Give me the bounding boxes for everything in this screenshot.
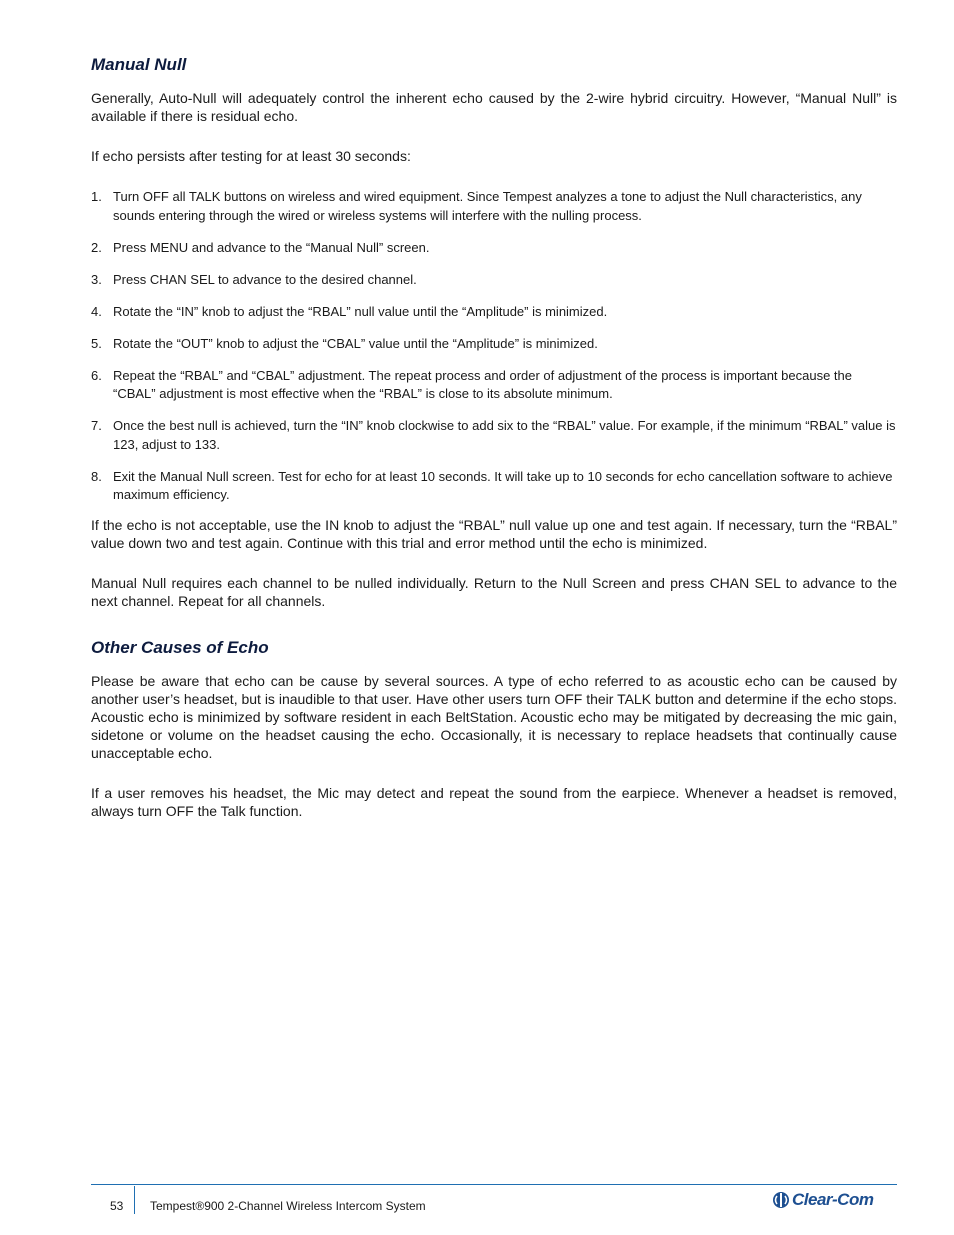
- step-text: Press CHAN SEL to advance to the desired channel.: [113, 271, 417, 287]
- page-number: 53: [110, 1199, 124, 1213]
- manual-null-steps: [91, 188, 897, 518]
- clear-com-logo: [772, 1190, 873, 1210]
- step-text: Exit the Manual Null screen. Test for echo for at least 10 seconds. It will take up to 10 seconds for echo cancellation software to achieve maximum efficiency.: [113, 468, 893, 502]
- list-item: [91, 335, 897, 354]
- step-number: 3.: [91, 271, 102, 287]
- footer-title: Tempest®900 2-Channel Wireless Intercom System: [150, 1199, 426, 1213]
- manual-null-condition: If echo persists after testing for at least 30 seconds:: [91, 148, 411, 164]
- step-number: 2.: [91, 239, 102, 255]
- other-causes-headset: If a user removes his headset, the Mic may detect and repeat the sound from the earpiece. Whenever a headset is removed, always turn OFF the Talk function.: [91, 785, 897, 819]
- step-number: 7.: [91, 418, 102, 433]
- step-text: Press MENU and advance to the “Manual Null” screen.: [113, 239, 430, 255]
- clear-com-logo-text: Clear-Com: [792, 1190, 874, 1209]
- list-item: [91, 367, 897, 404]
- list-item: [91, 417, 897, 454]
- step-text: Rotate the “IN” knob to adjust the “RBAL” null value until the “Amplitude” is minimized.: [113, 303, 608, 319]
- list-item: [91, 303, 897, 322]
- footer-divider: [134, 1186, 135, 1214]
- step-number: 8.: [91, 468, 102, 484]
- step-text: Rotate the “OUT” knob to adjust the “CBAL” value until the “Amplitude” is minimized.: [113, 335, 598, 351]
- step-number: 6.: [91, 367, 102, 383]
- step-text: Turn OFF all TALK buttons on wireless and wired equipment. Since Tempest analyzes a tone to adjust the Null characteristics, any sounds entering through the wired or wireless systems will interfere with the nulling process.: [113, 189, 862, 223]
- step-number: 4.: [91, 303, 102, 319]
- step-text: Once the best null is achieved, turn the “IN” knob clockwise to add six to the “RBAL” value. For example, if the minimum “RBAL” value is 123, adjust to 133.: [113, 418, 896, 452]
- step-number: 5.: [91, 335, 102, 351]
- step-text: Repeat the “RBAL” and “CBAL” adjustment. The repeat process and order of adjustment of the process is important because the “CBAL” adjustment is most effective when the “RBAL” is close to its absolute minimum.: [113, 367, 852, 401]
- step-number: 1.: [91, 189, 102, 204]
- footer-rule: [91, 1184, 897, 1185]
- other-causes-intro: Please be aware that echo can be cause by several sources. A type of echo referred to as acoustic echo can be caused by another user’s headset, but is inaudible to that user. Have other users turn OFF their TALK button and determine if the echo stops. Acoustic echo is minimized by software resident in each BeltStation. Acoustic echo may be mitigated by decreasing the mic gain, sidetone or volume on the headset causing the echo. Occasionally, it is necessary to replace headsets that continually cause unacceptable echo.: [91, 673, 897, 761]
- manual-null-heading: Manual Null: [91, 55, 187, 74]
- clear-com-logo-icon: [772, 1191, 790, 1209]
- manual-null-per-channel: Manual Null requires each channel to be nulled individually. Return to the Null Screen and press CHAN SEL to advance to the next channel. Repeat for all channels.: [91, 575, 897, 609]
- other-causes-heading: Other Causes of Echo: [91, 638, 269, 657]
- list-item: [91, 468, 897, 505]
- list-item: [91, 271, 897, 290]
- list-item: [91, 239, 897, 258]
- list-item: [91, 188, 897, 225]
- manual-null-followup: If the echo is not acceptable, use the IN knob to adjust the “RBAL” null value up one and test again. If necessary, turn the “RBAL” value down two and test again. Continue with this trial and error method until the echo is minimized.: [91, 517, 897, 551]
- manual-null-intro: Generally, Auto-Null will adequately control the inherent echo caused by the 2-wire hybrid circuitry. However, “Manual Null” is available if there is residual echo.: [91, 90, 897, 124]
